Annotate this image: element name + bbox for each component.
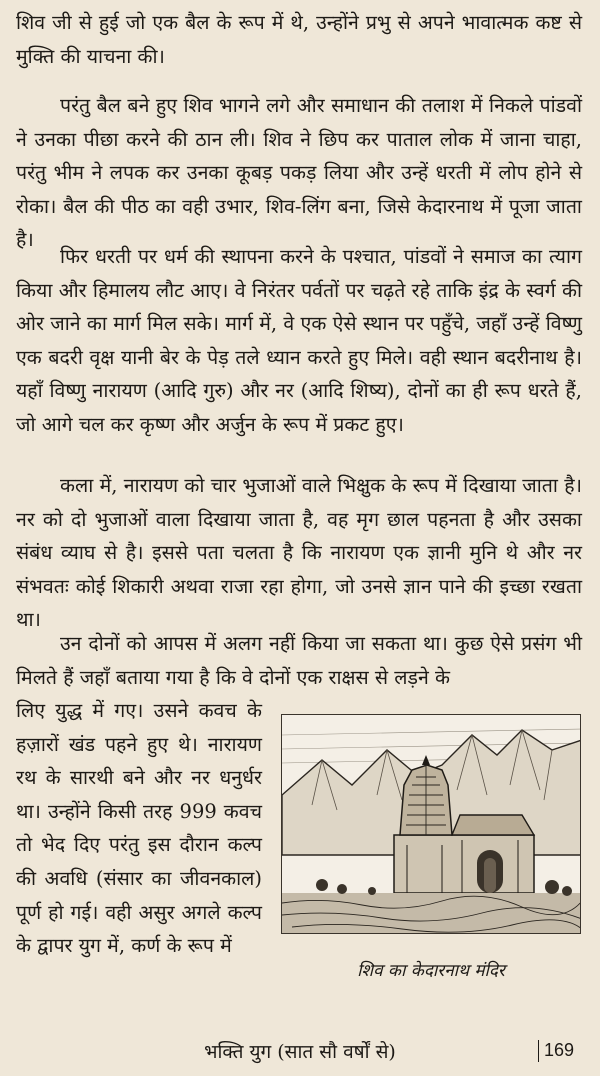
temple-sketch <box>282 715 581 934</box>
page-number <box>538 1040 574 1062</box>
paragraph-1: शिव जी से हुई जो एक बैल के रूप में थे, उन्होंने प्रभु से अपने भावात्मक कष्ट से मुक्ति की याचना की। <box>16 11 582 68</box>
figure-caption: शिव का केदारनाथ मंदिर <box>357 961 505 981</box>
paragraph-3: फिर धरती पर धर्म की स्थापना करने के पश्चात, पांडवों ने समाज का त्याग किया और हिमालय लौट आए। वे निरंतर पर्वतों पर चढ़ते रहे ताकि इंद्र के स्वर्ग की ओर जाने का मार्ग मिल सके। मार्ग में, वे एक ऐसे स्थान पर पहुँचे, जहाँ उन्हें विष्णु एक बदरी वृक्ष यानी बेर के पेड़ तले ध्यान करते हुए मिले। वही स्थान बदरीनाथ है। यहाँ विष्णु नारायण (आदि गुरु) और नर (आदि शिष्य), दोनों का ही रूप धरते हैं, जो आगे चल कर कृष्ण और अर्जुन के रूप में प्रकट हुए। <box>16 245 582 436</box>
paragraph-4: कला में, नारायण को चार भुजाओं वाले भिक्षुक के रूप में दिखाया जाता है। नर को दो भुजाओं वाला दिखाया जाता है, वह मृग छाल पहनता है और उसका संबंध व्याघ से है। इससे पता चलता है कि नारायण एक ज्ञानी मुनि थे और नर संभवतः कोई शिकारी अथवा राजा रहा होगा, जो उनसे ज्ञान पाने की इच्छा रखता था। <box>16 474 582 632</box>
kedarnath-temple-illustration <box>281 714 581 934</box>
paragraph-2: परंतु बैल बने हुए शिव भागने लगे और समाधान की तलाश में निकले पांडवों ने उनका पीछा करने की ठान ली। शिव ने छिप कर पाताल लोक में जाना चाहा, परंतु भीम ने लपक कर उनका कूबड़ पकड़ लिया और उन्हें धरती में लोप होने से रोका। बैल की पीठ का वही उभार, शिव-लिंग बना, जिसे केदारनाथ में पूजा जाता है। <box>16 94 582 252</box>
page-number-text: 169 <box>544 1040 575 1060</box>
paragraph-5: उन दोनों को आपस में अलग नहीं किया जा सकता था। कुछ ऐसे प्रसंग भी मिलते हैं जहाँ बताया गया है कि वे दोनों एक राक्षस से लड़ने के <box>16 632 582 689</box>
page-divider <box>538 1040 539 1062</box>
running-footer-title: भक्ति युग (सात सौ वर्षों से) <box>204 1041 396 1063</box>
paragraph-6: लिए युद्ध में गए। उसने कवच के हज़ारों खंड पहने हुए थे। नारायण रथ के सारथी बने और नर धनुर्धर था। उन्होंने किसी तरह 999 कवच तो भेद दिए परंतु इस दौरान कल्प की अवधि (संसार का जीवनकाल) पूर्ण हो गई। वही असुर अगले कल्प के द्वापर युग में, कर्ण के रूप में <box>16 699 262 958</box>
